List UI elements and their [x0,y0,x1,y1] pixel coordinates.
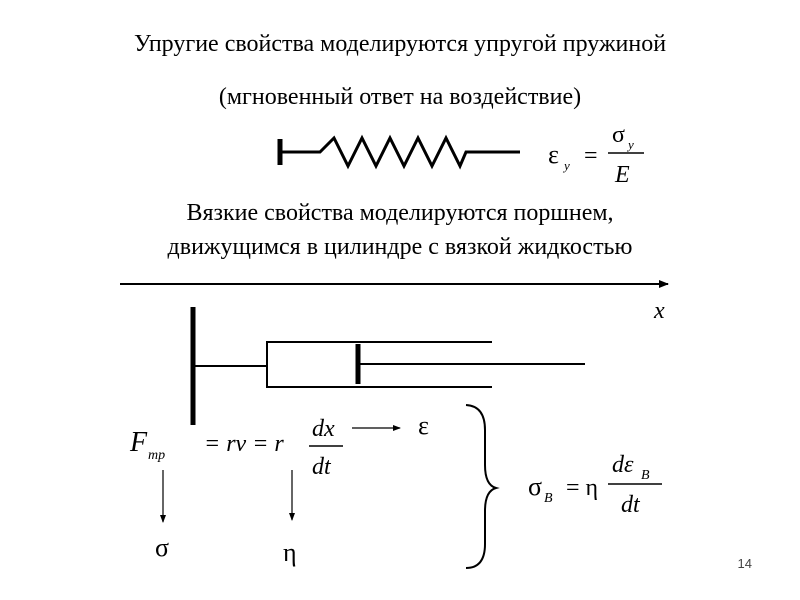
viscous-formula-denominator: dt [621,492,640,518]
dashpot-diagram [193,307,585,425]
curly-brace [466,405,496,568]
spring-formula-lhs: ε [548,140,559,169]
friction-force-sub: тр [148,448,166,463]
page-number: 14 [737,556,752,571]
spring-formula-denominator: E [615,162,630,188]
title-line-2: (мгновенный ответ на воздействие) [218,84,582,110]
friction-formula [129,411,429,567]
friction-arrow-target: ε [418,411,429,440]
friction-numerator: dx [312,416,335,442]
viscous-text-line-2: движущимся в цилиндре с вязкой жидкостью [167,234,633,260]
spring-diagram [280,138,520,166]
friction-denominator: dt [312,454,331,480]
viscous-formula [528,452,662,518]
viscous-formula-lhs: σ [528,472,543,501]
below-r-eta: η [283,538,297,567]
below-force-sigma: σ [155,533,170,562]
x-axis-label: x [654,298,665,324]
friction-force: F [130,427,148,458]
viscous-formula-numerator: dε [612,452,634,478]
friction-middle: = rv = r [204,431,284,457]
spring-formula-eq: = [584,143,598,169]
title-line-1: Упругие свойства моделируются упругой пружиной [133,31,667,57]
spring-formula [548,122,644,188]
viscous-formula-eq: = η [566,475,599,501]
spring-formula-numerator-sub: у [628,137,634,152]
spring-formula-lhs-sub: у [564,158,570,173]
viscous-formula-lhs-sub: В [544,491,553,506]
viscous-formula-numerator-sub: В [641,468,650,483]
viscous-text-line-1: Вязкие свойства моделируются поршнем, [186,200,614,226]
spring-formula-numerator: σ [612,122,625,148]
spring-coil [280,138,520,166]
